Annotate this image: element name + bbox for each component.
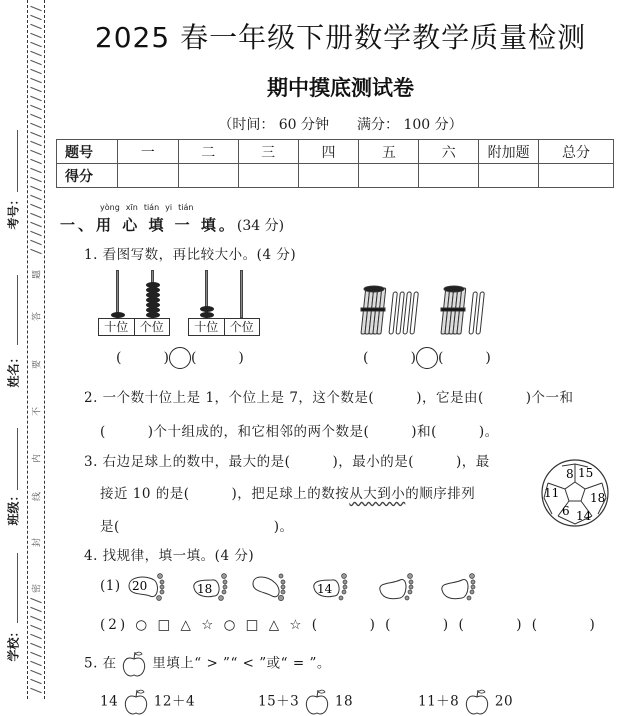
hatch-mark [30,222,42,227]
answer-blank[interactable]: ( ) [190,350,244,366]
answer-blanks[interactable]: ( ) ( ) ( ) ( ) [311,617,598,633]
answer-blank[interactable]: ( ) [363,350,416,366]
footprint-icon [376,572,420,604]
answer-blank[interactable]: ( ) [437,350,491,366]
compare-circle[interactable] [169,347,191,369]
score-table-score-row [57,164,614,188]
abacus-rod [116,270,119,318]
answer-blank[interactable]: ( ) [116,350,169,366]
ball-number: 8 [566,467,574,481]
strip-word: 线 [32,492,43,502]
hatch-mark [30,204,42,209]
q1-compare-sticks [363,347,491,369]
hatch-mark [30,231,42,236]
footprint-icon [126,572,170,604]
strip-word: 内 [32,454,43,464]
pinyin-syllable: yòng [100,203,120,212]
question-4-text: 4. 找规律，填一填。(4 分) [84,548,255,564]
column-header: 三 [238,140,298,164]
ball-number: 11 [544,486,560,500]
apple-icon [121,650,147,678]
hatch-mark [30,141,42,146]
q5-left: 11＋8 [418,693,460,710]
hatch-mark [30,78,42,83]
footprint [190,572,234,608]
strip-word: 密 [32,584,43,594]
row-header: 得分 [57,164,118,188]
pinyin-syllable: tián [178,203,194,212]
hatch-mark [30,15,42,20]
hatch-mark [30,33,42,38]
score-table-header-row [57,140,614,164]
hatch-mark [30,114,42,119]
hatch-mark [30,195,42,200]
q5-right: 18 [334,693,354,710]
hatch-mark [30,123,42,128]
q3-text: 的顺序排列 [405,486,476,502]
apple-answer-icon[interactable] [304,688,330,716]
footprint-icon [190,572,234,604]
section-heading-text: 一、用 心 填 一 填 [60,216,219,234]
q5-right: 20 [494,693,514,710]
pinyin-syllable: yi [165,203,173,212]
name-label: 姓名： [6,351,21,388]
section-pinyin [100,203,199,212]
ball-number: 6 [562,504,570,518]
strip-word: 答 [32,312,43,322]
hatch-mark [30,177,42,182]
footprint-number: 18 [197,582,213,596]
abacus-rod [240,270,243,318]
score-cell[interactable] [298,164,359,188]
question-3-line-2 [100,482,475,502]
ball-number: 14 [576,509,592,523]
question-2-line-1: 2. 一个数十位上是 1，个位上是 7，这个数是( )，它是由( )个一和 [84,390,574,406]
footprint-icon [438,572,482,604]
score-cell[interactable] [479,164,539,188]
section-heading-period: 。 [218,216,237,234]
section-points: (34 分) [236,218,285,234]
hatch-mark [30,213,42,218]
hatch-mark [30,96,42,101]
hatch-mark [30,240,42,245]
footprint-icon [250,572,294,604]
q5-left: 14 [100,693,119,710]
hatch-mark [30,168,42,173]
strip-word: 要 [32,360,43,370]
strip-word: 题 [32,270,43,280]
hatch-mark [30,688,42,693]
score-cell[interactable] [539,164,614,188]
question-2-line-2: ( )个十组成的，和它相邻的两个数是( )和( )。 [100,424,499,440]
exam-title: 2025 春一年级下册数学教学质量检测 [94,21,587,54]
hatch-mark [30,186,42,191]
hatch-mark [30,616,42,621]
q4-part2 [100,613,598,633]
q5-text: 5. 在 [84,655,117,672]
q5-item [258,688,353,716]
class-field[interactable] [17,428,18,490]
q3-emphasis: 从大到小 [349,486,406,502]
ones-label: 个位 [134,319,170,335]
strip-word: 封 [32,538,43,548]
apple-answer-icon[interactable] [123,688,149,716]
column-header: 附加题 [479,140,539,164]
footprint [310,572,354,608]
hatch-mark [30,643,42,648]
question-1-text: 1. 看图写数，再比较大小。(4 分) [84,247,297,263]
hatch-mark [30,159,42,164]
q3-text: 接近 10 的是( )，把足球上的数按 [100,486,350,502]
footprint-number: 20 [132,579,148,593]
strip-word: 不 [32,407,43,417]
footprint [250,572,294,608]
cut-line-inner [44,0,45,699]
column-header: 六 [419,140,479,164]
tens-label: 十位 [104,320,129,334]
exam-number-field[interactable] [17,130,18,192]
hatch-mark [30,87,42,92]
hatch-mark [30,661,42,666]
abacus-place-labels [188,318,260,336]
hatch-mark [30,249,42,254]
pinyin-syllable: xīn [125,203,138,212]
footprint [438,572,482,608]
q5-text: 里填上“ > ”“ < ”或“ = ”。 [152,655,331,672]
q4-part1-label: (1) [100,578,121,594]
score-table [56,139,614,188]
column-header: 总分 [539,140,614,164]
hatch-mark [30,42,42,47]
footprint-number: 14 [317,582,333,596]
compare-circle[interactable] [416,347,438,369]
q5-right: 12＋4 [153,693,196,710]
q1-compare-abacus [116,347,244,369]
counting-sticks-illustration [358,286,508,338]
shape-sequence: ○ □ △ ☆ ○ □ △ ☆ [135,617,305,633]
hatch-mark [30,105,42,110]
row-header: 题号 [57,140,118,164]
apple-answer-icon[interactable] [464,688,490,716]
pinyin-syllable: tián [143,203,160,212]
q5-left: 15＋3 [258,693,300,710]
ball-number: 15 [578,466,594,480]
exam-meta: （时间： 60 分钟 满分： 100 分） [218,117,463,133]
question-3-line-3: 是( )。 [100,519,294,535]
hatch-mark [30,634,42,639]
question-3-line-1: 3. 右边足球上的数中，最大的是( )，最小的是( )，最 [84,454,490,470]
q5-item [100,688,195,716]
score-cell[interactable] [178,164,238,188]
soccer-ball-icon [540,458,610,528]
hatch-mark [30,6,42,11]
q4-part2-label: (2) [100,617,129,633]
footprint [126,572,170,608]
footprint-icon [310,572,354,604]
hatch-mark [30,670,42,675]
footprint [376,572,420,608]
hatch-mark [30,60,42,65]
hatch-mark [30,132,42,137]
column-header: 四 [298,140,359,164]
binding-strip [0,0,50,699]
column-header: 五 [359,140,419,164]
column-header: 二 [178,140,238,164]
tens-label: 十位 [194,320,219,334]
hatch-mark [30,69,42,74]
column-header: 一 [117,140,178,164]
name-field[interactable] [17,275,18,345]
ball-number: 18 [590,491,606,505]
hatch-mark [30,679,42,684]
ones-label: 个位 [224,319,260,335]
hatch-mark [30,24,42,29]
exam-number-label: 考号： [6,193,21,230]
question-5-text [84,650,331,678]
score-cell[interactable] [419,164,479,188]
score-cell[interactable] [238,164,298,188]
section-heading [60,214,284,235]
q5-item [418,688,513,716]
cut-line-outer [27,0,28,699]
hatch-mark [30,625,42,630]
hatch-mark [30,150,42,155]
exam-subtitle: 期中摸底测试卷 [267,76,414,100]
hatch-mark [30,607,42,612]
school-label: 学校： [6,625,21,662]
score-cell[interactable] [117,164,178,188]
class-label: 班级： [6,489,21,526]
hatch-mark [30,652,42,657]
stick-bundles [358,286,508,338]
score-cell[interactable] [359,164,419,188]
hatch-mark [30,51,42,56]
hatch-mark [30,598,42,603]
school-field[interactable] [17,553,18,623]
abacus-place-labels [98,318,170,336]
